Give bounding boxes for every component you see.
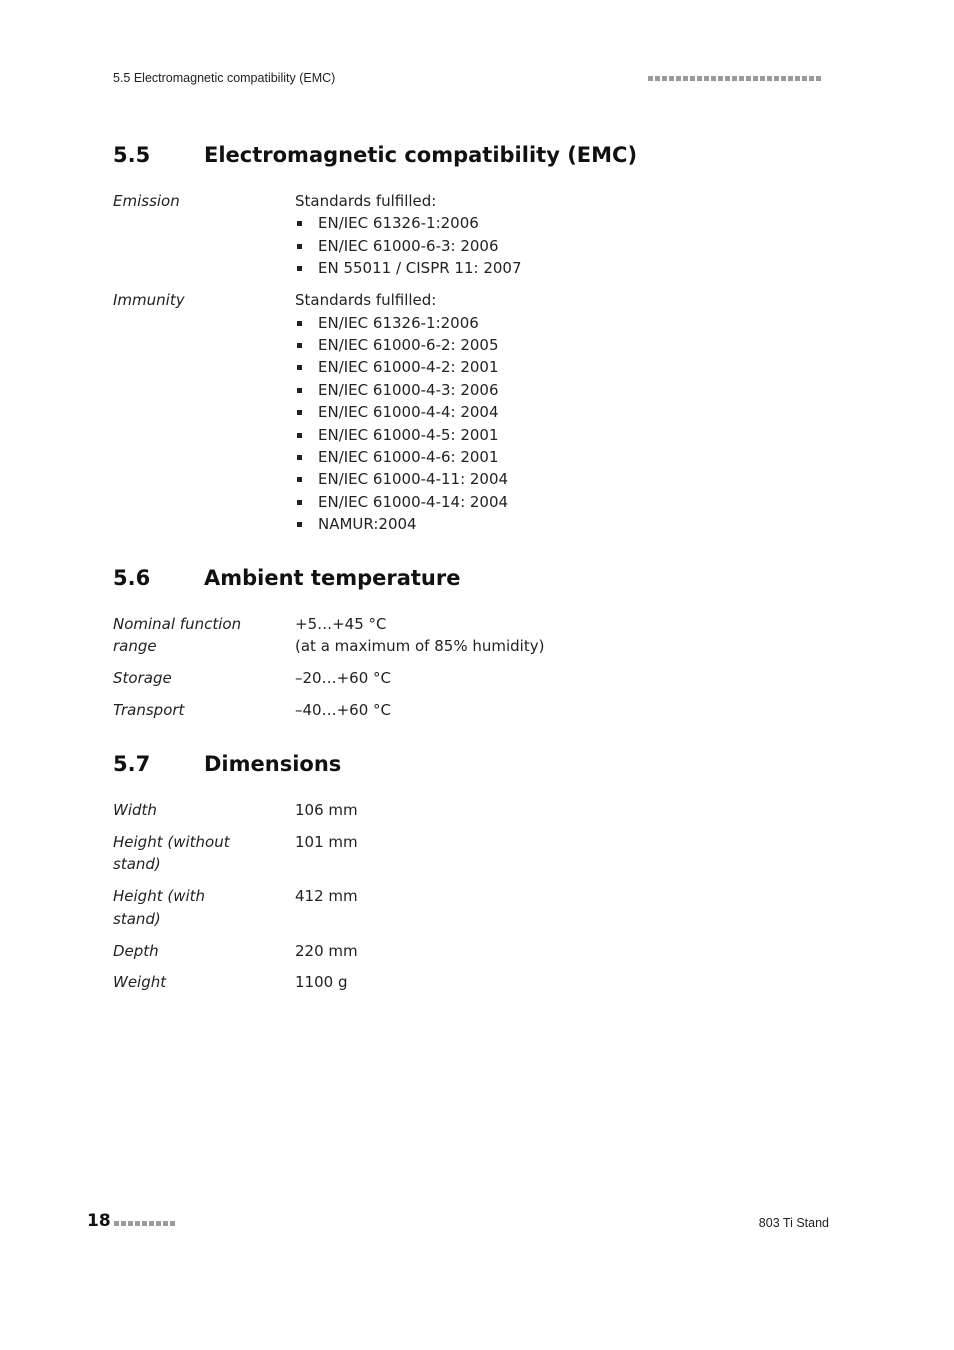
spec-label: Immunity bbox=[113, 291, 185, 310]
list-item: EN/IEC 61000-4-3: 2006 bbox=[295, 379, 508, 401]
spec-value bbox=[295, 289, 508, 535]
page-number: 18 bbox=[87, 1211, 111, 1231]
running-header-title: 5.5 Electromagnetic compatibility (EMC) bbox=[113, 71, 336, 85]
spec-value-line: +5…+45 °C bbox=[295, 615, 387, 633]
spec-value-line: (at a maximum of 85% humidity) bbox=[295, 637, 545, 656]
list-item: EN/IEC 61000-4-11: 2004 bbox=[295, 468, 508, 490]
standards-list bbox=[295, 312, 508, 536]
spec-row-height-with-stand bbox=[113, 885, 843, 930]
section-heading bbox=[113, 565, 843, 591]
spec-value bbox=[295, 613, 544, 658]
spec-label-line: Nominal function bbox=[113, 615, 242, 633]
section-number: 5.5 bbox=[113, 143, 151, 167]
spec-label: Depth bbox=[113, 941, 159, 960]
spec-label bbox=[113, 613, 295, 658]
spec-row-nominal-function-range bbox=[113, 613, 843, 658]
list-item: EN/IEC 61000-4-5: 2001 bbox=[295, 424, 508, 446]
spec-label-line: Height (with bbox=[113, 887, 206, 906]
header-dot-bar bbox=[648, 76, 821, 81]
spec-label: Storage bbox=[113, 669, 172, 688]
standards-intro: Standards fulfilled: bbox=[295, 291, 437, 310]
section-ambient-temperature bbox=[113, 565, 843, 722]
spec-label: Width bbox=[113, 801, 157, 819]
spec-value: 101 mm bbox=[295, 832, 358, 851]
list-item: EN 55011 / CISPR 11: 2007 bbox=[295, 257, 522, 279]
spec-value: –20…+60 °C bbox=[295, 669, 391, 688]
spec-row-depth bbox=[113, 940, 843, 962]
spec-label-line: Height (without bbox=[113, 832, 230, 851]
section-heading bbox=[113, 751, 843, 777]
list-item: EN/IEC 61326-1:2006 bbox=[295, 312, 508, 334]
list-item: EN/IEC 61000-4-6: 2001 bbox=[295, 446, 508, 468]
section-title: Dimensions bbox=[204, 752, 342, 776]
spec-row-emission bbox=[113, 190, 843, 280]
section-emc bbox=[113, 142, 843, 536]
spec-value: 1100 g bbox=[295, 973, 348, 992]
product-name: 803 Ti Stand bbox=[758, 1216, 829, 1230]
section-heading bbox=[113, 142, 843, 168]
spec-value: 220 mm bbox=[295, 941, 358, 960]
spec-label-line: stand) bbox=[113, 855, 161, 874]
spec-row-width bbox=[113, 799, 843, 821]
spec-row-immunity bbox=[113, 289, 843, 535]
standards-list bbox=[295, 212, 522, 279]
list-item: EN/IEC 61000-6-3: 2006 bbox=[295, 235, 522, 257]
section-dimensions bbox=[113, 751, 843, 994]
spec-row-height-without-stand bbox=[113, 831, 843, 876]
spec-label: Weight bbox=[113, 973, 167, 992]
section-title: Ambient temperature bbox=[204, 566, 461, 590]
list-item: EN/IEC 61000-4-14: 2004 bbox=[295, 491, 508, 513]
list-item: EN/IEC 61326-1:2006 bbox=[295, 212, 522, 234]
section-number: 5.6 bbox=[113, 566, 151, 590]
footer-dot-bar bbox=[114, 1221, 175, 1226]
spec-label: Transport bbox=[113, 701, 185, 720]
list-item: NAMUR:2004 bbox=[295, 513, 508, 535]
spec-value: –40…+60 °C bbox=[295, 701, 391, 720]
list-item: EN/IEC 61000-4-4: 2004 bbox=[295, 401, 508, 423]
spec-row-storage bbox=[113, 667, 843, 689]
spec-value: 412 mm bbox=[295, 887, 358, 906]
spec-value bbox=[295, 190, 522, 280]
spec-label-line: range bbox=[113, 637, 157, 656]
standards-intro: Standards fulfilled: bbox=[295, 192, 437, 210]
spec-value: 106 mm bbox=[295, 801, 358, 819]
spec-label: Emission bbox=[113, 192, 180, 210]
list-item: EN/IEC 61000-6-2: 2005 bbox=[295, 334, 508, 356]
list-item: EN/IEC 61000-4-2: 2001 bbox=[295, 356, 508, 378]
section-title: Electromagnetic compatibility (EMC) bbox=[204, 143, 638, 167]
spec-label-line: stand) bbox=[113, 909, 161, 928]
spec-row-weight bbox=[113, 971, 843, 993]
spec-label bbox=[113, 885, 295, 930]
spec-row-transport bbox=[113, 699, 843, 721]
spec-label bbox=[113, 831, 295, 876]
section-number: 5.7 bbox=[113, 752, 151, 776]
